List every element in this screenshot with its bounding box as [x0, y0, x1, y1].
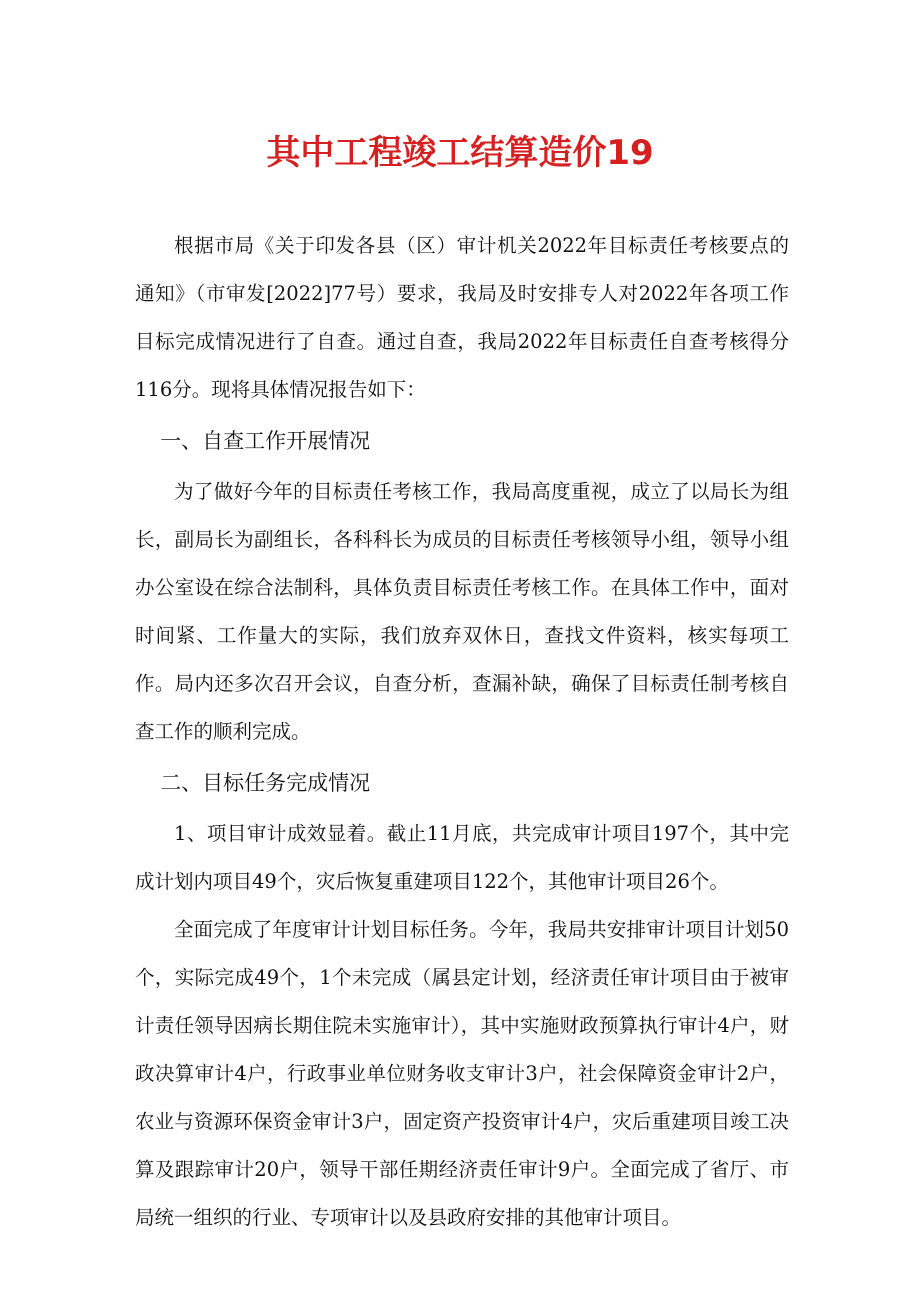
annual-plan-paragraph: 全面完成了年度审计计划目标任务。今年，我局共安排审计项目计划50个，实际完成49个，1个未完成（属县定计划，经济责任审计项目由于被审计责任领导因病长期住院未实施审计），其中实施财政预算执行审计4户，财政决算审计4户，行政事业单位财务收支审计3户，社会保障资金审计2户，农业与资源环保资金审计3户，固定资产投资审计4户，灾后重建项目竣工决算及跟踪审计20户，领导干部任期经济责任审计9户。全面完成了省厅、市局统一组织的行业、专项审计以及县政府安排的其他审计项目。 [135, 918, 789, 1229]
document-body [135, 222, 789, 1242]
document-title: 其中工程竣工结算造价19 [266, 133, 654, 173]
self-check-paragraph: 为了做好今年的目标责任考核工作，我局高度重视，成立了以局长为组长，副局长为副组长，各科科长为成员的目标责任考核领导小组，领导小组办公室设在综合法制科，具体负责目标责任考核工作。在具体工作中，面对时间紧、工作量大的实际，我们放弃双休日，查找文件资料，核实每项工作。局内还多次召开会议，自查分析，查漏补缺，确保了目标责任制考核自查工作的顺利完成。 [135, 480, 789, 743]
section-heading-2: 二、目标任务完成情况 [160, 771, 371, 795]
audit-results-paragraph: 1、项目审计成效显着。截止11月底，共完成审计项目197个，其中完成计划内项目49个，灾后恢复重建项目122个，其他审计项目26个。 [135, 822, 789, 893]
intro-paragraph: 根据市局《关于印发各县（区）审计机关2022年目标责任考核要点的通知》（市审发[2022]77号）要求，我局及时安排专人对2022年各项工作目标完成情况进行了自查。通过自查，我局2022年目标责任自查考核得分116分。现将具体情况报告如下： [135, 234, 789, 401]
section-heading-1: 一、自查工作开展情况 [160, 429, 371, 453]
